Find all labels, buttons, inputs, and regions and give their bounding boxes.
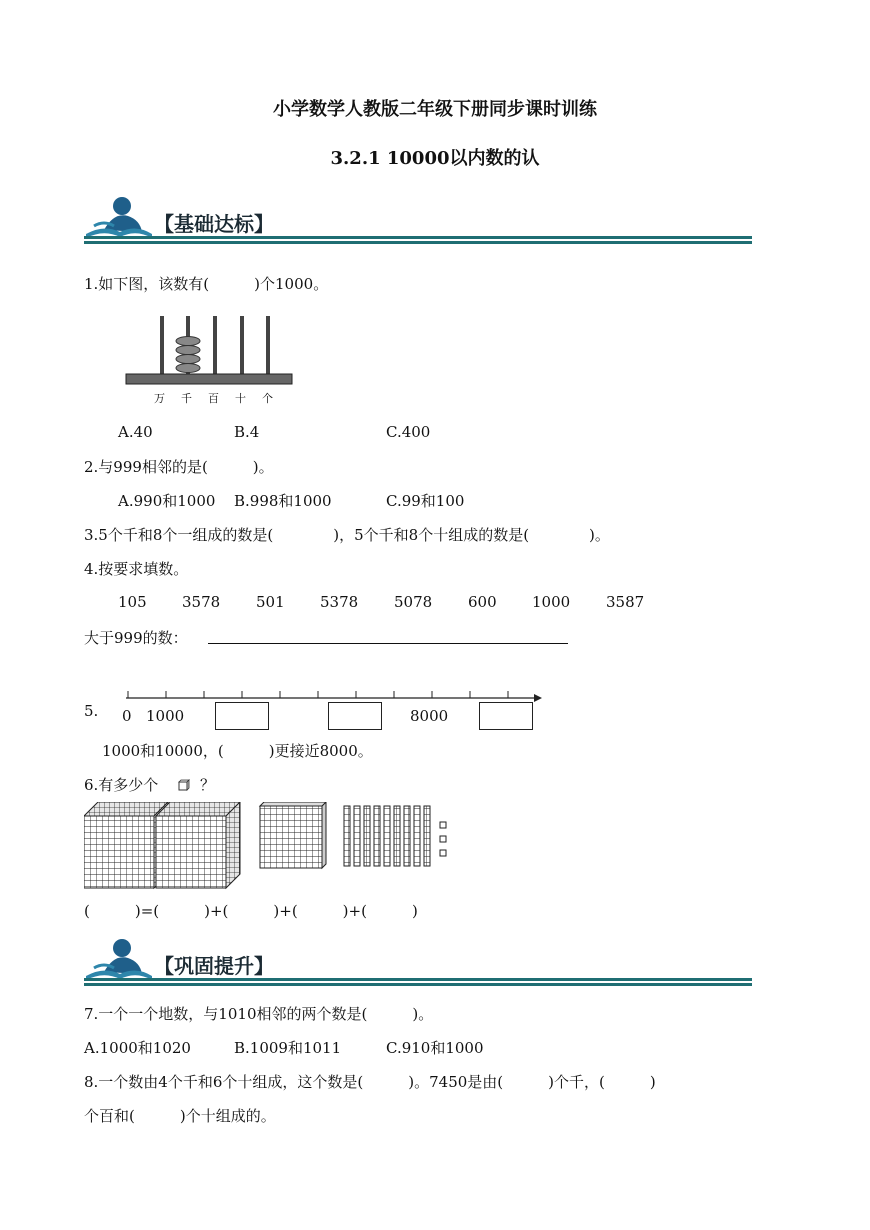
section-divider <box>84 983 752 986</box>
option-b[interactable]: B.1009和1011 <box>234 1039 342 1057</box>
number-item: 5378 <box>320 593 359 611</box>
section-divider <box>84 236 752 239</box>
abacus-label: 千 <box>181 392 192 405</box>
question-7-text: 7.一个一个地数，与1010相邻的两个数是( )。 <box>84 1005 434 1023</box>
abacus-label: 十 <box>235 392 246 405</box>
abacus-label: 万 <box>154 392 165 405</box>
answer-box[interactable] <box>215 702 269 730</box>
abacus-label: 百 <box>208 392 219 405</box>
blocks-figure <box>84 802 464 892</box>
number-item: 600 <box>468 593 497 611</box>
section-header-advanced <box>84 938 752 988</box>
page-subtitle: 3.2.1 10000以内数的认 <box>330 148 540 169</box>
answer-box[interactable] <box>328 702 382 730</box>
question-6-text: 6.有多少个 <box>84 776 159 794</box>
number-line-mark: 8000 <box>410 707 449 725</box>
question-8-line2: 个百和( )个十组成的。 <box>84 1107 276 1125</box>
number-line-mark: 0 <box>122 707 132 725</box>
section-divider <box>84 241 752 244</box>
answer-line[interactable] <box>208 643 568 644</box>
number-item: 105 <box>118 593 147 611</box>
option-a[interactable]: A.40 <box>118 423 153 441</box>
base-ten-blocks-icon <box>84 802 464 892</box>
answer-prompt: 大于999的数： <box>84 629 188 647</box>
number-item: 3578 <box>182 593 221 611</box>
question-5-text: 1000和10000，( )更接近8000。 <box>102 742 373 760</box>
number-item: 501 <box>256 593 285 611</box>
number-item: 5078 <box>394 593 433 611</box>
option-b[interactable]: B.4 <box>234 423 260 441</box>
question-3-text: 3.5个千和8个一组成的数是( )，5个千和8个十组成的数是( )。 <box>84 526 610 544</box>
option-c[interactable]: C.99和100 <box>386 492 465 510</box>
question-6-equation: ( )=( )+( )+( )+( ) <box>84 902 418 920</box>
section-title-basic: 【基础达标】 <box>154 212 274 236</box>
question-6-end: ？ <box>200 776 216 794</box>
answer-box[interactable] <box>479 702 533 730</box>
option-c[interactable]: C.910和1000 <box>386 1039 484 1057</box>
question-8-line1: 8.一个数由4个千和6个十组成，这个数是( )。7450是由( )个千，( ) <box>84 1073 656 1091</box>
number-line-mark: 1000 <box>146 707 185 725</box>
question-2-text: 2.与999相邻的是( )。 <box>84 458 274 476</box>
option-b[interactable]: B.998和1000 <box>234 492 332 510</box>
section-title-advanced: 【巩固提升】 <box>154 954 274 978</box>
page-title: 小学数学人教版二年级下册同步课时训练 <box>273 99 597 120</box>
question-5-label: 5. <box>84 702 99 720</box>
small-cube-icon <box>178 776 190 788</box>
option-a[interactable]: A.1000和1020 <box>84 1039 191 1057</box>
number-item: 3587 <box>606 593 645 611</box>
abacus-label: 个 <box>262 392 273 405</box>
section-divider <box>84 978 752 981</box>
abacus-figure <box>124 312 294 407</box>
option-c[interactable]: C.400 <box>386 423 431 441</box>
question-4-text: 4.按要求填数。 <box>84 560 189 578</box>
section-header-basic <box>84 196 752 246</box>
option-a[interactable]: A.990和1000 <box>118 492 216 510</box>
question-1-text: 1.如下图，该数有( )个1000。 <box>84 275 329 293</box>
number-item: 1000 <box>532 593 571 611</box>
